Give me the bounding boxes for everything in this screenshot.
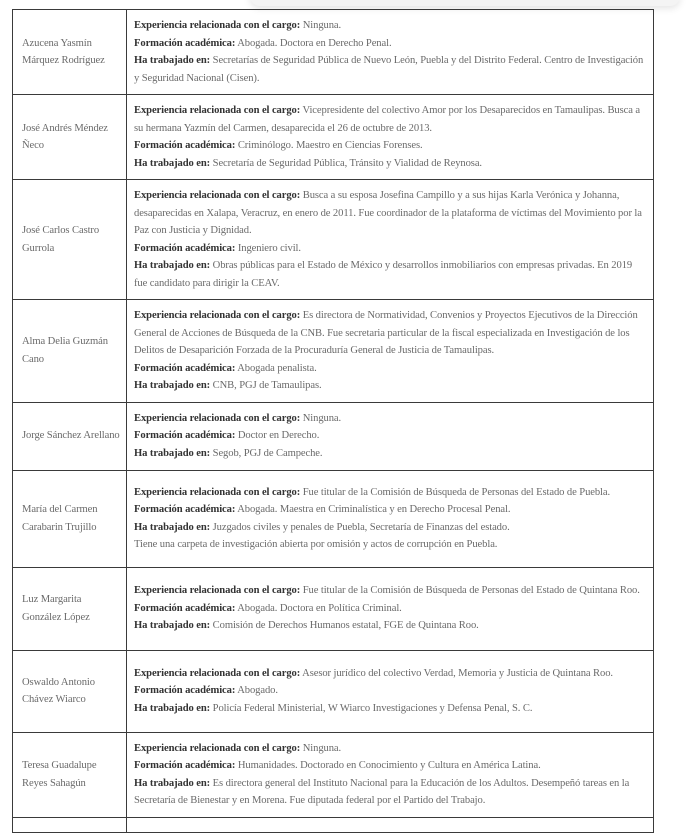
experience-line	[134, 102, 647, 137]
education-line	[134, 682, 647, 700]
education-line-value: Doctor en Derecho.	[237, 430, 320, 442]
experience-line-label: Experiencia relacionada con el cargo:	[134, 20, 301, 31]
experience-line	[134, 740, 647, 758]
worked-at-line-label: Ha trabajado en:	[134, 157, 211, 169]
candidate-name: Azucena Yasmín Márquez Rodríguez	[13, 10, 127, 95]
education-line-value: Abogado.	[237, 685, 278, 697]
experience-line-value: Ninguna.	[302, 742, 342, 754]
candidate-info	[127, 95, 654, 180]
candidate-info	[127, 732, 654, 817]
experience-line-value: Busca a su esposa Josefina Campillo y a sus hijas Karla Verónica y Johanna, desaparecidas en Xalapa, Veracruz, en enero de 2011. Fue coordinador de la plataforma de víctimas del Movimiento por la Paz con Justicia y Dignidad.	[134, 190, 642, 236]
education-line-value: Humanidades. Doctorado en Conocimiento y Cultura en América Latina.	[237, 760, 541, 771]
education-line-value: Abogada. Doctora en Derecho Penal.	[237, 37, 392, 49]
candidate-name: Jorge Sánchez Arellano	[13, 402, 127, 470]
experience-line-label: Experiencia relacionada con el cargo:	[134, 105, 301, 116]
education-line-label: Formación académica:	[134, 504, 236, 515]
candidate-info	[127, 567, 654, 650]
candidate-info	[127, 300, 654, 403]
experience-line-value: Ninguna.	[302, 412, 342, 424]
candidate-info	[127, 402, 654, 470]
education-line	[134, 240, 647, 258]
table-row	[13, 402, 654, 470]
worked-at-line-value: Secretaría de Seguridad Pública, Tránsito y Vialidad de Reynosa.	[212, 157, 482, 169]
worked-at-line-label: Ha trabajado en:	[134, 55, 211, 66]
candidate-info	[127, 180, 654, 300]
note-line: Tiene una carpeta de investigación abierta por omisión y actos de corrupción en Puebla.	[134, 539, 498, 550]
education-line-value: Criminólogo. Maestro en Ciencias Forenses.	[237, 140, 423, 151]
experience-line-label: Experiencia relacionada con el cargo:	[134, 742, 301, 754]
education-line	[134, 427, 647, 445]
worked-at-line-label: Ha trabajado en:	[134, 447, 211, 459]
candidate-name	[13, 817, 127, 832]
worked-at-line	[134, 377, 647, 395]
worked-at-line	[134, 519, 647, 537]
experience-line	[134, 410, 647, 428]
table-row	[13, 470, 654, 567]
education-line-label: Formación académica:	[134, 602, 236, 614]
education-line-label: Formación académica:	[134, 140, 236, 151]
worked-at-line-label: Ha trabajado en:	[134, 620, 211, 632]
worked-at-line	[134, 617, 647, 635]
table-row	[13, 817, 654, 832]
education-line	[134, 757, 647, 775]
candidate-info	[127, 817, 654, 832]
table-row	[13, 732, 654, 817]
education-line	[134, 35, 647, 53]
candidates-table-body	[13, 10, 654, 833]
experience-line-value: Es directora de Normatividad, Convenios y Proyectos Ejecutivos de la Dirección General de Acciones de Búsqueda de la CNB. Fue secretaria particular de la fiscal especializada en Investigación de los Delitos de Desaparición Forzada de la Procuraduría General de Justicia de Tamaulipas.	[134, 310, 638, 356]
experience-line-label: Experiencia relacionada con el cargo:	[134, 412, 301, 424]
worked-at-line	[134, 52, 647, 87]
table-row	[13, 95, 654, 180]
experience-line-value: Asesor jurídico del colectivo Verdad, Memoria y Justicia de Quintana Roo.	[302, 667, 613, 679]
worked-at-line-value: CNB, PGJ de Tamaulipas.	[212, 380, 322, 391]
worked-at-line	[134, 700, 647, 718]
experience-line	[134, 484, 647, 502]
education-line-value: Abogada. Maestra en Criminalística y en Derecho Procesal Penal.	[237, 504, 511, 515]
worked-at-line-value: Comisión de Derechos Humanos estatal, FGE de Quintana Roo.	[212, 620, 479, 632]
education-line-value: Ingeniero civil.	[237, 242, 301, 254]
worked-at-line-value: Es directora general del Instituto Nacional para la Educación de los Adultos. Desempeñó tareas en la Secretaría de Bienestar y en Morena. Fue diputada federal por el Partido del Trabajo.	[134, 777, 630, 806]
education-line	[134, 600, 647, 618]
experience-line-label: Experiencia relacionada con el cargo:	[134, 190, 301, 201]
education-line-value: Abogada penalista.	[237, 362, 317, 374]
worked-at-line	[134, 155, 647, 173]
experience-line	[134, 582, 647, 600]
education-line	[134, 137, 647, 155]
worked-at-line-label: Ha trabajado en:	[134, 260, 211, 271]
worked-at-line-label: Ha trabajado en:	[134, 521, 211, 533]
education-line-label: Formación académica:	[134, 685, 236, 697]
table-row	[13, 300, 654, 403]
candidate-name: José Andrés Méndez Ñeco	[13, 95, 127, 180]
experience-line-label: Experiencia relacionada con el cargo:	[134, 585, 301, 597]
table-row	[13, 10, 654, 95]
experience-line	[134, 17, 647, 35]
candidates-table	[12, 9, 654, 833]
worked-at-line-value: Obras públicas para el Estado de México y desarrollos inmobiliarios con empresas privadas. En 2019 fue candidato para dirigir la CEAV.	[134, 260, 633, 289]
education-line-label: Formación académica:	[134, 430, 236, 442]
experience-line-value: Ninguna.	[302, 20, 342, 31]
education-line-label: Formación académica:	[134, 242, 236, 254]
candidate-name: María del Carmen Carabarin Trujillo	[13, 470, 127, 567]
experience-line-label: Experiencia relacionada con el cargo:	[134, 310, 301, 321]
worked-at-line-label: Ha trabajado en:	[134, 380, 211, 391]
worked-at-line	[134, 445, 647, 463]
candidate-name: Alma Delia Guzmán Cano	[13, 300, 127, 403]
education-line	[134, 360, 647, 378]
worked-at-line-value: Segob, PGJ de Campeche.	[212, 447, 323, 459]
table-row	[13, 180, 654, 300]
table-row	[13, 567, 654, 650]
education-line-label: Formación académica:	[134, 37, 236, 49]
worked-at-line	[134, 775, 647, 810]
experience-line	[134, 307, 647, 360]
education-line-label: Formación académica:	[134, 362, 236, 374]
worked-at-line-label: Ha trabajado en:	[134, 702, 211, 714]
candidate-name: Luz Margarita González López	[13, 567, 127, 650]
education-line-value: Abogada. Doctora en Política Criminal.	[237, 602, 402, 614]
table-row	[13, 650, 654, 732]
candidate-info	[127, 470, 654, 567]
education-line	[134, 501, 647, 519]
candidate-info	[127, 650, 654, 732]
experience-line-label: Experiencia relacionada con el cargo:	[134, 486, 301, 498]
candidate-name: Oswaldo Antonio Chávez Wiarco	[13, 650, 127, 732]
experience-line-value: Fue titular de la Comisión de Búsqueda de Personas del Estado de Puebla.	[302, 486, 611, 498]
experience-line	[134, 665, 647, 683]
experience-line-value: Fue titular de la Comisión de Búsqueda de Personas del Estado de Quintana Roo.	[302, 585, 640, 597]
worked-at-line-value: Juzgados civiles y penales de Puebla, Secretaría de Finanzas del estado.	[212, 521, 510, 533]
worked-at-line-value: Secretarías de Seguridad Pública de Nuevo León, Puebla y del Distrito Federal. Centro de Investigación y Seguridad Nacional (Cisen).	[134, 55, 644, 84]
candidate-info	[127, 10, 654, 95]
candidate-name: Teresa Guadalupe Reyes Sahagún	[13, 732, 127, 817]
experience-line	[134, 187, 647, 240]
overlay-shadow-bar	[250, 0, 680, 6]
experience-line-value: Vicepresidente del colectivo Amor por los Desaparecidos en Tamaulipas. Busca a su hermana Yazmín del Carmen, desaparecida el 26 de octubre de 2013.	[134, 105, 640, 134]
experience-line-label: Experiencia relacionada con el cargo:	[134, 667, 301, 679]
worked-at-line	[134, 257, 647, 292]
candidate-name: José Carlos Castro Gurrola	[13, 180, 127, 300]
worked-at-line-label: Ha trabajado en:	[134, 777, 211, 789]
worked-at-line-value: Policía Federal Ministerial, W Wiarco Investigaciones y Defensa Penal, S. C.	[212, 702, 533, 714]
education-line-label: Formación académica:	[134, 760, 236, 771]
